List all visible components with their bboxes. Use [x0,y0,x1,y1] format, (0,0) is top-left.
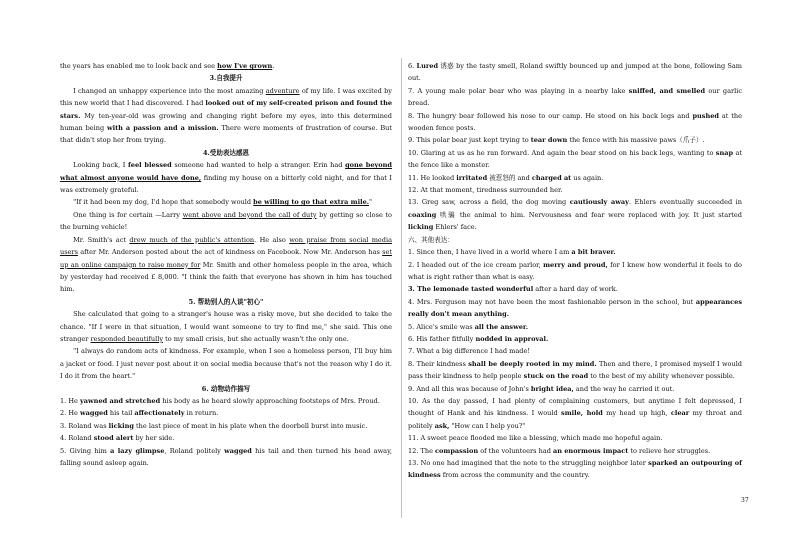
emphasized-phrase: sniffed, and smelled [628,86,706,95]
left-column [60,60,392,469]
text-run: at the fence like a monster. [408,148,742,170]
emphasized-phrase: gone beyond what almost anyone would have done, [60,161,392,182]
list-item [60,445,392,470]
emphasized-phrase: feel blessed [127,161,172,170]
emphasized-phrase: cautiously away [569,198,629,207]
text-run: I changed an unhappy experience into the most amazing [73,86,266,95]
section-heading-animal-actions: 6. 动物动作描写 [201,384,251,393]
section-heading-original-intention: 5. 帮助别人的人谈"初心" [188,297,264,306]
emphasized-phrase: drew much of the public's attention [129,235,255,244]
list-item [408,184,742,196]
emphasized-phrase: be willing to go that extra mile. [253,198,370,207]
emphasized-phrase: looked out of my self-created prison and found the stars. [60,99,393,120]
emphasized-phrase: 3. The lemonade tasted wonderful [408,285,534,294]
emphasized-phrase: smile, hold [561,409,603,418]
text-run: 12. At that moment, tiredness surrounded her. [408,186,563,195]
text-run: finding my house on a bitterly cold night, and for that I was extremely grateful. [60,173,393,195]
text-run: the last piece of meat in his plate when the doorbell burst into music. [133,421,368,430]
list-item [60,420,392,432]
other-expressions-list [408,246,742,482]
text-run: 12. The [408,446,436,455]
text-run: "If it had been my dog, I'd hope that somebody would [73,198,254,207]
text-run: to my small crisis, but she actually wasn't the only one. [163,334,349,343]
text-run: my throat and politely [408,409,742,430]
text-run: 11. He looked [408,173,457,182]
column-divider [401,58,402,518]
emphasized-phrase: all the answer. [474,322,529,331]
emphasized-phrase: affectionately [134,409,185,418]
text-run: "I always do random acts of kindness. For example, when I see a homeless person, I'll buy him a jacket or food. I just never post about it on social media because that's not the reason why I do it. I do it from the heart." [60,347,392,381]
emphasized-phrase: went above and beyond the call of duty [182,210,317,219]
emphasized-phrase: wagged [224,446,252,455]
text-run: for I knew how wonderful it feels to do what is right rather than what is easy. [408,260,743,281]
text-run: of my life. I was excited by this new world that I had discovered. I had [60,86,392,108]
emphasized-phrase: a bit braver. [571,248,616,257]
paragraph-gratitude-3 [60,209,392,234]
page-number: 37 [741,497,749,504]
list-item [408,395,742,432]
text-run: 9. And all this was because of John's [408,384,531,393]
text-run: after Mr. Anderson posted about the act of kindness on Facebook. Now Mr. Anderson has [77,248,383,257]
text-run: "How can I help you?" [449,421,526,430]
text-run: of the volunteers had [478,446,553,455]
text-run: 1. Since then, I have lived in a world where I am [408,248,572,257]
emphasized-phrase: appearances really don't mean anything. [408,297,742,319]
text-run: Mr. Smith's act [73,235,130,244]
list-item [60,407,392,419]
animal-actions-list [60,395,392,469]
paragraph-original-intention-1 [60,308,392,345]
emphasized-phrase: stood alert [93,434,134,443]
text-run: She calculated that going to a stranger's house was a risky move, but she decided to take the chance. "If I were in that situation, I would want someone to try to find me," she said. This one stranger [60,310,392,343]
emphasized-phrase: shall be deeply rooted in my mind. [468,359,597,368]
emphasized-phrase: stuck on the road [523,372,589,381]
section-heading-gratitude: 4.受助表达感恩 [202,148,250,157]
list-item [408,85,742,110]
text-run: from across the community and the country. [440,471,590,480]
text-run: 4. Mrs. Ferguson may not have been the most fashionable person in the school, but [408,297,696,306]
emphasized-phrase: responded beautifully [90,334,164,343]
text-run: 13. No one had imagined that the note to the struggling neighbor later [408,459,649,467]
text-run: My ten-year-old was growing and changing right before my eyes, into this determined human being [60,111,392,133]
emphasized-phrase: irritated [456,173,488,182]
text-run: 11. A sweet peace flooded me like a blessing, which made me hopeful again. [408,434,663,443]
emphasized-phrase: licking [408,223,434,232]
text-run: 5. Alice's smile was [408,322,475,331]
text-run: 3. Roland was [60,421,109,430]
list-item [408,196,742,233]
emphasized-phrase: a lazy glimpse [110,446,165,455]
emphasized-phrase: charged at [531,173,572,182]
text-run: my head up high, [602,409,671,418]
intro-sentence [60,60,392,72]
text-run: someone had wanted to help a stranger. Erin had [171,161,346,170]
emphasized-phrase: pushed [692,111,719,120]
emphasized-phrase: Lured [416,62,439,70]
list-item [60,432,392,444]
text-run: 诱惑 by the tasty smell, Roland swiftly bounced up and jumped at the bone, following Sam out. [408,62,742,83]
emphasized-phrase: coaxing [408,210,437,219]
list-item [408,283,742,295]
text-run: . He also [254,235,290,244]
emphasized-phrase: merry and proud, [543,260,608,269]
text-run: 6. His father fitfully [408,334,476,343]
emphasized-phrase: clear [670,409,690,418]
text-run: his body as he heard slowly approaching footsteps of Mrs. Proud. [160,396,380,405]
text-run: us again. [571,173,604,182]
list-item [408,110,742,135]
section-heading-self-improvement: 3.自我提升 [209,74,243,83]
list-item [408,321,742,333]
list-item [408,134,742,146]
paragraph-gratitude-1 [60,159,392,196]
emphasized-phrase: an enormous impact [552,446,629,455]
emphasized-phrase: nodded in approval. [475,334,549,343]
text-run: our garlic bread. [408,86,743,108]
text-run: 10. Glaring at us as he ran forward. And again the bear stood on his back legs, wanting to [408,148,716,157]
emphasized-phrase: compassion [435,446,479,455]
text-run: 7. A young male polar bear who was playing in a nearby lake [408,86,629,95]
text-run: 8. The hungry bear followed his nose to our camp. He stood on his back legs and [408,111,693,120]
emphasized-phrase: ask, [434,421,450,430]
animal-actions-list-continued [408,60,742,234]
text-run: the fence with his massive paws（爪子）. [567,136,705,145]
text-run: 6. [408,62,417,70]
text-run: 8. Their kindness [408,359,469,368]
section-heading-other-expressions: 六、其他表达： [408,235,454,244]
list-item [408,383,742,395]
emphasized-phrase: snap [715,148,734,157]
list-item [408,296,742,321]
text-run: 4. Roland [60,434,94,443]
paragraph-self-improvement [60,85,392,147]
text-run: 哄骗 the animal to him. Nervousness and fear were replaced with joy. It just started [436,210,742,219]
text-run: 2. He [60,409,80,418]
text-run: Then and there, I promised myself I would pass their kindness to help people [408,359,742,381]
text-run: 被惹怒的 and [487,173,532,182]
emphasized-phrase: licking [108,421,134,430]
list-item [408,457,742,482]
text-run: There were moments of frustration of course. But that didn't stop her from trying. [60,124,392,145]
list-item [60,395,392,407]
paragraph-gratitude-4 [60,234,392,296]
emphasized-phrase: bright idea, [530,384,574,393]
text-run: by getting so close to the burning vehicle! [60,210,392,232]
text-run: his tail and then turned his head away, falling sound asleep again. [60,446,392,467]
right-column [408,60,742,482]
text-run: Looking back, I [73,161,128,170]
list-item [408,60,742,85]
text-run: his tail [107,409,135,418]
text-run: Ehlers' face. [433,223,477,232]
text-run: 10. As the day passed, I had plenty of complaining customers, but anytime I felt depressed, I thought of Hank and his kindness. I would [408,396,742,418]
emphasized-phrase: tear down [530,136,568,145]
list-item [408,259,742,284]
paragraph-original-intention-2 [60,345,392,382]
list-item [408,333,742,345]
text-run: 1. He [60,396,80,405]
list-item [408,345,742,357]
emphasized-phrase: set up an online campaign to raise money for [60,248,392,269]
text-run: 5. Giving him [60,446,111,455]
text-run: 2. I headed out of the ice cream parlor, [408,260,544,269]
text-run: Mr. Smith and other homeless people in the area, which by yesterday had received £ 8,000. "I think the faith that everyone has shown in him has touched him. [60,260,392,294]
emphasized-phrase: won praise from social media users [60,235,392,257]
text-run: One thing is for certain —Larry [73,210,183,219]
list-item [408,358,742,383]
text-run: after a hard day of work. [533,285,618,294]
list-item [408,246,742,258]
list-item [408,445,742,457]
emphasized-phrase: yawned and stretched [80,396,161,405]
text-run: to relieve her struggles. [628,446,711,455]
text-run: " [369,198,373,207]
text-run: . [272,62,275,70]
text-run: by her side. [133,434,175,443]
emphasized-phrase: how I've grown [217,62,273,70]
emphasized-phrase: sparked an outpouring of kindness [408,459,742,480]
text-run: 7. What a big difference I had made! [408,347,530,356]
text-run: . Ehlers eventually succeeded in [628,198,742,207]
list-item [408,172,742,184]
text-run: to the best of my ability whenever possible. [588,372,735,381]
emphasized-phrase: adventure [265,86,300,95]
paragraph-gratitude-2 [60,196,392,208]
text-run: , Roland politely [164,446,225,455]
emphasized-phrase: wagged [80,409,108,418]
list-item [408,147,742,172]
text-run: and the way he carried it out. [573,384,675,393]
emphasized-phrase: with a passion and a mission. [107,124,219,133]
text-run: 9. This polar bear just kept trying to [408,136,531,145]
text-run: the years has enabled me to look back and see [60,62,218,70]
list-item [408,432,742,444]
text-run: in return. [184,409,219,418]
text-run: 13. Greg saw, across a field, the dog moving [408,198,570,207]
text-run: at the wooden fence posts. [408,111,742,133]
